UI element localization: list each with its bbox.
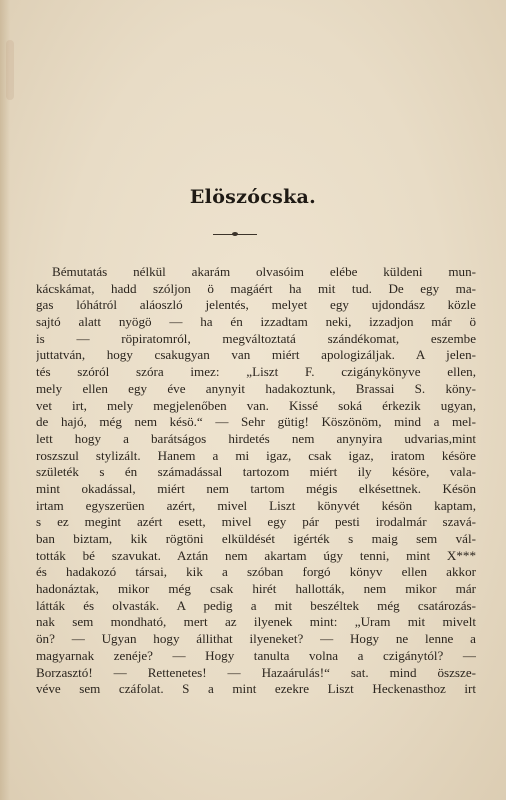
page-title: Elöszócska.: [189, 186, 317, 208]
text-line: tották bé szavukat. Aztán nem akartam úgy tenni, mint X***: [36, 547, 476, 563]
text-line: kácskámat, hadd szóljon ö magáért ha mit tud. De egy ma-: [36, 280, 476, 296]
text-line: ön? — Ugyan hogy állithat ilyeneket? — Hogy ne lenne a: [36, 631, 476, 647]
text-line: roszszul stylizált. Hanem a mi igaz, csak igaz, iratom késöre: [36, 447, 476, 463]
text-line: látták és olvasták. A pedig a mit beszéltek még csatározás-: [36, 597, 476, 613]
text-line: juttatván, hogy csakugyan van miért apologizáljak. A jelen-: [36, 347, 476, 363]
text-line: irtam egyszerüen azért, mivel Liszt könyvét késön kaptam,: [36, 497, 476, 513]
text-line: Bémutatás nélkül akarám olvasóim elébe küldeni mun-: [52, 264, 476, 279]
text-line: mely ellen egy éve anynyit hadakoztunk, Brassai S. köny-: [36, 380, 476, 396]
text-line: de hajó, még nem késö.“ — Sehr gütig! Köszönöm, mind a mel-: [36, 414, 476, 430]
title-ornament-rule: [213, 234, 257, 235]
text-line: Borzasztó! — Rettenetes! — Hazaárulás!“ sat. mind öszsze-: [36, 664, 476, 680]
text-line: gas lóhátról aláoszló jelentés, melyet egy ujdondász közle: [36, 297, 476, 313]
text-line: magyarnak zenéje? — Hogy tanulta volna a czigánytól? —: [36, 647, 476, 663]
text-line: és hadakozó társai, kik a szóban forgó könyv ellen akkor: [36, 564, 476, 580]
text-line: sajtó alatt nyögö — ha én izzadtam neki, izzadjon már ö: [36, 314, 476, 330]
text-line: ban biztam, kik rögtöni elküldését igérték s maig sem vál-: [36, 531, 476, 546]
text-line: véve sem czáfolat. S a mint ezekre Liszt Heckenasthoz irt: [36, 681, 476, 697]
paper-stain: [6, 40, 14, 100]
text-line: mint okadással, miért nem tartom mégis elkésettnek. Késön: [36, 480, 476, 496]
text-line: is — röpiratomról, megváltoztatá szándékomat, eszembe: [36, 330, 476, 346]
text-line: tés szóról szóra imez: „Liszt F. czigánykönyve ellen,: [36, 364, 476, 380]
text-line: s ez megint azért esett, mivel egy pár pesti irodalmár szavá-: [36, 514, 476, 530]
text-line: lett hogy a barátságos hirdetés nem anynyira udvarias,mint: [36, 430, 476, 446]
body-text: [36, 264, 476, 698]
text-line: hadonáztak, mikor még csak hirét hallották, nem mikor már: [36, 581, 476, 597]
text-line: nak sem mondható, mert az ilyenek mint: „Uram mit mivelt: [36, 614, 476, 630]
text-line: vet irt, mely megjelenőben van. Kissé soká érkezik ugyan,: [36, 397, 476, 413]
text-line: születék s én számadással tartozom miért ily késöre, vala-: [36, 464, 476, 480]
